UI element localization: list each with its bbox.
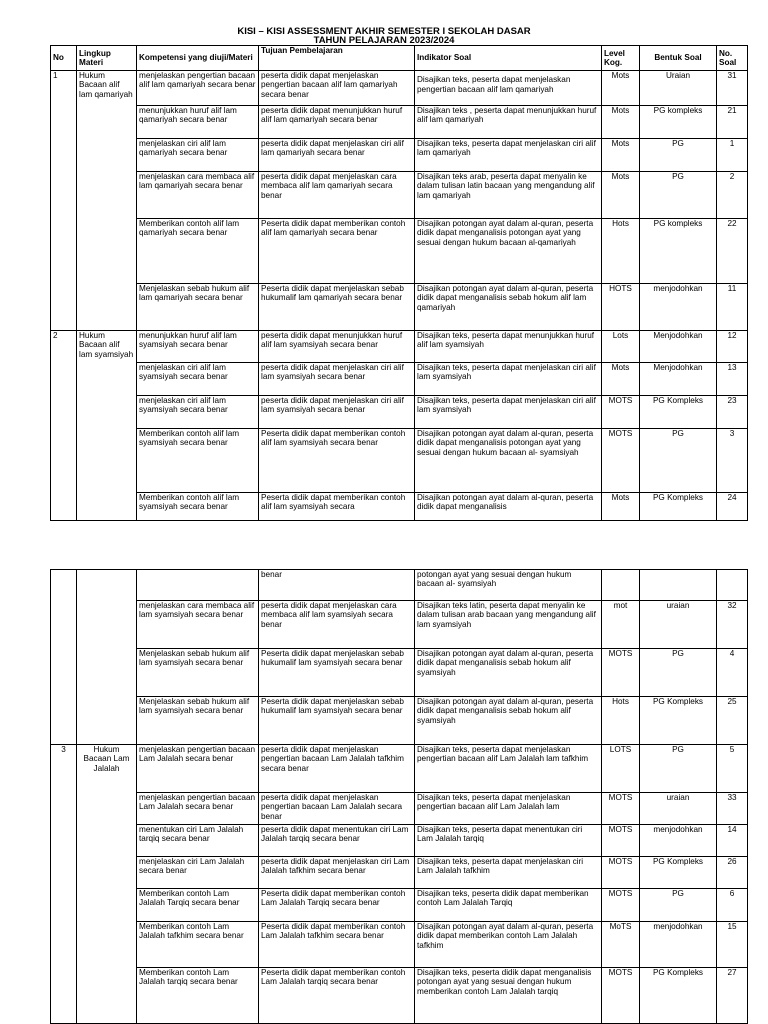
kompetensi-cell: Memberikan contoh Lam Jalalah tafkhim secara benar [137, 922, 259, 968]
nosoal-cell: 27 [717, 968, 748, 1024]
bentuk-cell: PG Kompleks [640, 857, 717, 889]
nosoal-cell: 4 [717, 649, 748, 697]
tujuan-cell: benar [259, 570, 415, 601]
level-cell: Mots [602, 71, 640, 106]
kompetensi-cell: menjelaskan ciri Lam Jalalah secara benar [137, 857, 259, 889]
indikator-cell: Disajikan teks, peserta dapat menjelaskan ciri Lam Jalalah tafkhim [415, 857, 602, 889]
level-cell: MOTS [602, 857, 640, 889]
bentuk-cell: PG [640, 172, 717, 219]
table-header-row [51, 46, 748, 71]
indikator-cell: Disajikan teks, peserta dapat menjelaskan pengertian bacaan alif Lam Jalalah lam [415, 793, 602, 825]
tujuan-cell: peserta didik dapat menjelaskan ciri alif lam syamsiyah secara benar [259, 363, 415, 396]
group-number: 1 [51, 71, 77, 331]
indikator-cell: potongan ayat yang sesuai dengan hukum bacaan al- syamsiyah [415, 570, 602, 601]
nosoal-cell [717, 570, 748, 601]
indikator-cell: Disajikan potongan ayat dalam al-quran, peserta didik dapat menganalisis sebab hokum alif lam qamariyah [415, 284, 602, 331]
nosoal-cell: 2 [717, 172, 748, 219]
nosoal-cell: 26 [717, 857, 748, 889]
kompetensi-cell: Memberikan contoh Lam Jalalah Tarqiq secara benar [137, 889, 259, 922]
level-cell: MOTS [602, 889, 640, 922]
level-cell: MOTS [602, 968, 640, 1024]
indikator-cell: Disajikan teks, peserta dapat menjelaskan ciri alif lam syamsiyah [415, 363, 602, 396]
nosoal-cell: 32 [717, 601, 748, 649]
bentuk-cell: PG [640, 429, 717, 493]
nosoal-cell: 12 [717, 331, 748, 363]
header-level: Level Kog. [602, 46, 640, 71]
bentuk-cell: menjodohkan [640, 922, 717, 968]
tujuan-cell: peserta didik dapat menunjukkan huruf alif lam qamariyah secara benar [259, 106, 415, 139]
nosoal-cell: 13 [717, 363, 748, 396]
nosoal-cell: 5 [717, 745, 748, 793]
tujuan-cell: Peserta didik dapat memberikan contoh Lam Jalalah tafkhim secara benar [259, 922, 415, 968]
tujuan-cell: peserta didik dapat menjelaskan cara membaca alif lam syamsiyah secara benar [259, 601, 415, 649]
indikator-cell: Disajikan potongan ayat dalam al-quran, peserta didik dapat menganalisis sebab hokum alif syamsiyah [415, 697, 602, 745]
kompetensi-cell: Menjelaskan sebab hukum alif lam syamsiyah secara benar [137, 697, 259, 745]
table-row [51, 172, 748, 219]
bentuk-cell: Menjodohkan [640, 331, 717, 363]
level-cell: MOTS [602, 429, 640, 493]
indikator-cell: Disajikan teks, peserta dapat menjelaskan ciri alif lam qamariyah [415, 139, 602, 172]
lingkup-materi: Hukum Bacaan alif lam qamariyah [77, 71, 137, 331]
tujuan-cell: Peserta didik dapat memberikan contoh Lam Jalalah Tarqiq secara benar [259, 889, 415, 922]
bentuk-cell: uraian [640, 601, 717, 649]
level-cell: MoTS [602, 922, 640, 968]
table-row [51, 857, 748, 889]
nosoal-cell: 21 [717, 106, 748, 139]
bentuk-cell: uraian [640, 793, 717, 825]
nosoal-cell: 3 [717, 429, 748, 493]
kisi-table-1 [50, 45, 748, 521]
group-number-empty [51, 570, 77, 745]
kompetensi-cell: menjelaskan cara membaca alif lam qamariyah secara benar [137, 172, 259, 219]
level-cell: Mots [602, 106, 640, 139]
bentuk-cell: PG [640, 139, 717, 172]
nosoal-cell: 22 [717, 219, 748, 284]
tujuan-cell: peserta didik dapat menjelaskan ciri alif lam qamariyah secara benar [259, 139, 415, 172]
kompetensi-cell: Memberikan contoh alif lam syamsiyah secara benar [137, 429, 259, 493]
nosoal-cell: 14 [717, 825, 748, 857]
indikator-cell: Disajikan teks, peserta dapat menentukan ciri Lam Jalalah tarqiq [415, 825, 602, 857]
header-nosoal: No. Soal [717, 46, 748, 71]
kompetensi-cell: menentukan ciri Lam Jalalah tarqiq secara benar [137, 825, 259, 857]
kompetensi-cell: menjelaskan ciri alif lam qamariyah secara benar [137, 139, 259, 172]
level-cell: MOTS [602, 825, 640, 857]
indikator-cell: Disajikan teks, peserta dapat menjelaskan pengertian bacaan alif Lam Jalalah lam tafkhim [415, 745, 602, 793]
indikator-cell: Disajikan potongan ayat dalam al-quran, peserta didik dapat menganalisis sebab hokum alif syamsiyah [415, 649, 602, 697]
tujuan-cell: peserta didik dapat menjelaskan pengertian bacaan Lam Jalalah secara benar [259, 793, 415, 825]
indikator-cell: Disajikan potongan ayat dalam al-quran, peserta didik dapat memberikan contoh Lam Jalalah tafkhim [415, 922, 602, 968]
tujuan-cell: peserta didik dapat menjelaskan pengertian bacaan alif lam qamariyah secara benar [259, 71, 415, 106]
level-cell: Mots [602, 139, 640, 172]
tujuan-cell: Peserta didik dapat memberikan contoh Lam Jalalah tarqiq secara benar [259, 968, 415, 1024]
header-tujuan: Tujuan Pembelajaran [259, 46, 415, 71]
bentuk-cell: PG kompleks [640, 219, 717, 284]
bentuk-cell [640, 570, 717, 601]
table-row [51, 284, 748, 331]
kompetensi-cell: menunjukkan huruf alif lam qamariyah secara benar [137, 106, 259, 139]
bentuk-cell: PG Kompleks [640, 493, 717, 521]
kompetensi-cell: menjelaskan cara membaca alif lam syamsiyah secara benar [137, 601, 259, 649]
table-row [51, 889, 748, 922]
table-row [51, 139, 748, 172]
bentuk-cell: PG Kompleks [640, 396, 717, 429]
table-row [51, 429, 748, 493]
level-cell [602, 570, 640, 601]
tujuan-cell: Peserta didik dapat menjelaskan sebab hukumalif lam syamsiyah secara benar [259, 697, 415, 745]
group-number: 3 [51, 745, 77, 1024]
tujuan-cell: peserta didik dapat menjelaskan ciri Lam Jalalah tafkhim secara benar [259, 857, 415, 889]
level-cell: Mots [602, 172, 640, 219]
kompetensi-cell: menjelaskan ciri alif lam syamsiyah secara benar [137, 396, 259, 429]
document-subtitle: TAHUN PELAJARAN 2023/2024 [313, 35, 455, 46]
nosoal-cell: 31 [717, 71, 748, 106]
nosoal-cell: 1 [717, 139, 748, 172]
group-number: 2 [51, 331, 77, 521]
level-cell: MOTS [602, 793, 640, 825]
kompetensi-cell: Memberikan contoh alif lam qamariyah secara benar [137, 219, 259, 284]
kompetensi-cell: Menjelaskan sebab hukum alif lam syamsiyah secara benar [137, 649, 259, 697]
kompetensi-cell: menjelaskan pengertian bacaan Lam Jalalah secara benar [137, 793, 259, 825]
bentuk-cell: PG [640, 649, 717, 697]
tujuan-cell: Peserta didik dapat memberikan contoh alif lam qamariyah secara benar [259, 219, 415, 284]
kompetensi-cell: menjelaskan pengertian bacaan alif lam qamariyah secara benar [137, 71, 259, 106]
bentuk-cell: Uraian [640, 71, 717, 106]
nosoal-cell: 15 [717, 922, 748, 968]
indikator-cell: Disajikan teks latin, peserta dapat menyalin ke dalam tulisan arab bacaan yang mengandung alif lam syamsiyah [415, 601, 602, 649]
table-row [51, 331, 748, 363]
bentuk-cell: PG Kompleks [640, 968, 717, 1024]
level-cell: MOTS [602, 649, 640, 697]
tujuan-cell: peserta didik dapat menjelaskan pengertian bacaan Lam Jalalah tafkhim secara benar [259, 745, 415, 793]
table-row [51, 570, 748, 601]
kompetensi-cell: menjelaskan ciri alif lam syamsiyah secara benar [137, 363, 259, 396]
kompetensi-cell: menunjukkan huruf alif lam syamsiyah secara benar [137, 331, 259, 363]
tujuan-cell: Peserta didik dapat memberikan contoh alif lam syamsiyah secara benar [259, 429, 415, 493]
level-cell: Hots [602, 219, 640, 284]
indikator-cell: Disajikan potongan ayat dalam al-quran, peserta didik dapat menganalisis potongan ayat yang sesuai dengan hukum bacaan al-qamariyah [415, 219, 602, 284]
table-row [51, 106, 748, 139]
table-row [51, 396, 748, 429]
tujuan-cell: Peserta didik dapat memberikan contoh alif lam syamsiyah secara [259, 493, 415, 521]
level-cell: Mots [602, 363, 640, 396]
table-row [51, 363, 748, 396]
level-cell: HOTS [602, 284, 640, 331]
level-cell: mot [602, 601, 640, 649]
header-indikator: Indikator Soal [415, 46, 602, 71]
header-kompetensi: Kompetensi yang diuji/Materi [137, 46, 259, 71]
nosoal-cell: 24 [717, 493, 748, 521]
bentuk-cell: PG [640, 889, 717, 922]
tujuan-cell: peserta didik dapat menjelaskan ciri alif lam syamsiyah secara benar [259, 396, 415, 429]
kompetensi-cell: Memberikan contoh alif lam syamsiyah secara benar [137, 493, 259, 521]
level-cell: Mots [602, 493, 640, 521]
level-cell: LOTS [602, 745, 640, 793]
kompetensi-cell [137, 570, 259, 601]
table-row [51, 793, 748, 825]
bentuk-cell: PG Kompleks [640, 697, 717, 745]
tujuan-cell: peserta didik dapat menjelaskan cara membaca alif lam qamariyah secara benar [259, 172, 415, 219]
bentuk-cell: menjodohkan [640, 825, 717, 857]
bentuk-cell: PG kompleks [640, 106, 717, 139]
table-row [51, 71, 748, 106]
lingkup-materi: Hukum Bacaan alif lam syamsiyah [77, 331, 137, 521]
indikator-cell: Disajikan teks, peserta didik dapat memberikan contoh Lam Jalalah Tarqiq [415, 889, 602, 922]
indikator-cell: Disajikan teks , peserta dapat menunjukkan huruf alif lam qamariyah [415, 106, 602, 139]
level-cell: Lots [602, 331, 640, 363]
kompetensi-cell: Memberikan contoh Lam Jalalah tarqiq secara benar [137, 968, 259, 1024]
level-cell: Hots [602, 697, 640, 745]
tujuan-cell: peserta didik dapat menunjukkan huruf alif lam syamsiyah secara benar [259, 331, 415, 363]
nosoal-cell: 23 [717, 396, 748, 429]
kompetensi-cell: Menjelaskan sebab hukum alif lam qamariyah secara benar [137, 284, 259, 331]
header-bentuk: Bentuk Soal [640, 46, 717, 71]
kisi-table-2 [50, 569, 748, 1024]
indikator-cell: Disajikan teks, peserta dapat menjelaskan ciri alif lam syamsiyah [415, 396, 602, 429]
table-row [51, 219, 748, 284]
indikator-cell: Disajikan teks arab, peserta dapat menyalin ke dalam tulisan latin bacaan yang mengandung alif lam qamariyah [415, 172, 602, 219]
indikator-cell: Disajikan teks, peserta didik dapat menganalisis potongan ayat yang sesuai dengan hukum memberikan contoh Lam Jalalah tarqiq [415, 968, 602, 1024]
bentuk-cell: menjodohkan [640, 284, 717, 331]
bentuk-cell: Menjodohkan [640, 363, 717, 396]
level-cell: MOTS [602, 396, 640, 429]
indikator-cell: Disajikan teks, peserta dapat menunjukkan huruf alif lam syamsiyah [415, 331, 602, 363]
indikator-cell: Disajikan potongan ayat dalam al-quran, peserta didik dapat menganalisis [415, 493, 602, 521]
nosoal-cell: 6 [717, 889, 748, 922]
table-row [51, 745, 748, 793]
document-title: KISI – KISI ASSESSMENT AKHIR SEMESTER I SEKOLAH DASAR [237, 26, 531, 37]
header-lingkup: Lingkup Materi [77, 46, 137, 71]
table-row [51, 825, 748, 857]
header-no: No [51, 46, 77, 71]
table-row [51, 968, 748, 1024]
table-row [51, 922, 748, 968]
nosoal-cell: 11 [717, 284, 748, 331]
lingkup-materi-empty [77, 570, 137, 745]
nosoal-cell: 25 [717, 697, 748, 745]
tujuan-cell: Peserta didik dapat menjelaskan sebab hukumalif lam qamariyah secara benar [259, 284, 415, 331]
nosoal-cell: 33 [717, 793, 748, 825]
kompetensi-cell: menjelaskan pengertian bacaan Lam Jalalah secara benar [137, 745, 259, 793]
tujuan-cell: peserta didik dapat menentukan ciri Lam Jalalah tarqiq secara benar [259, 825, 415, 857]
table-row [51, 697, 748, 745]
table-row [51, 493, 748, 521]
indikator-cell: Disajikan teks, peserta dapat menjelaskan pengertian bacaan alif lam qamariyah [415, 71, 602, 106]
tujuan-cell: Peserta didik dapat menjelaskan sebab hukumalif lam syamsiyah secara benar [259, 649, 415, 697]
table-row [51, 601, 748, 649]
bentuk-cell: PG [640, 745, 717, 793]
lingkup-materi: Hukum Bacaan Lam Jalalah [77, 745, 137, 1024]
table-row [51, 649, 748, 697]
indikator-cell: Disajikan potongan ayat dalam al-quran, peserta didik dapat menganalisis potongan ayat yang sesuai dengan hukum bacaan al- syamsiyah [415, 429, 602, 493]
